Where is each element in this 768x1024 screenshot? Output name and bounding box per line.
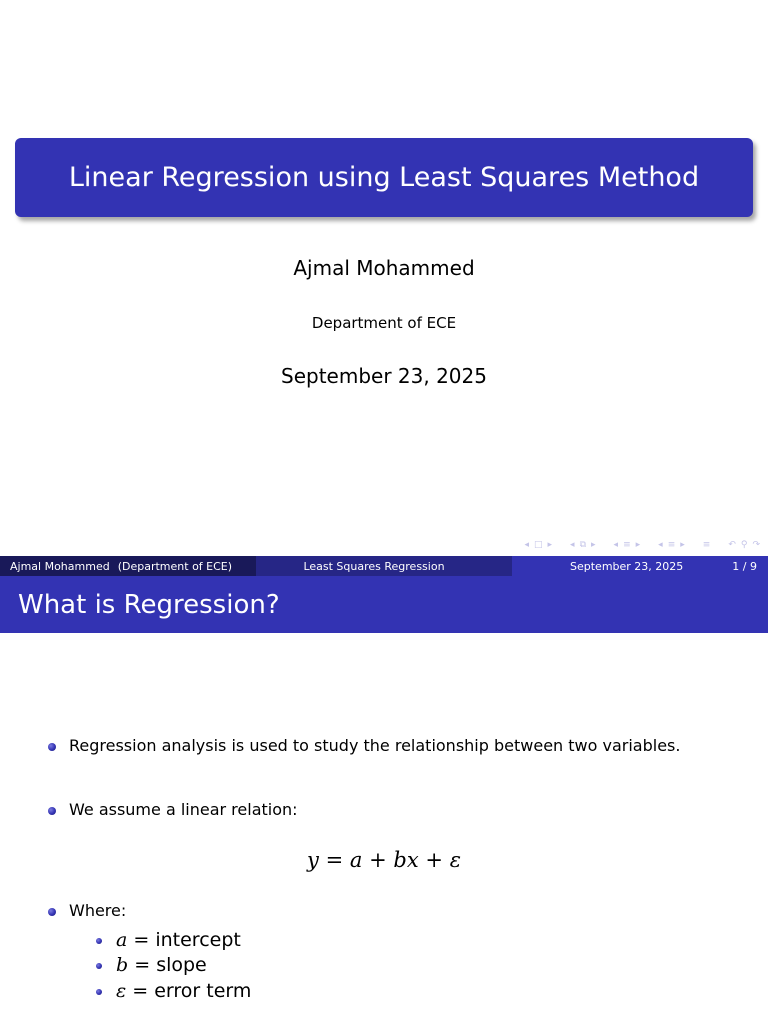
institute: Department of ECE [311,314,457,332]
frame-title-text: What is Regression? [18,589,280,620]
footer-author: Ajmal Mohammed [10,559,110,573]
presentation-date: September 23, 2025 [281,364,487,388]
presentation-title: Linear Regression using Least Squares Method [68,162,700,193]
sub-bullet-icon [96,938,102,944]
sub-text: slope [156,954,207,976]
nav-document-icon[interactable]: ≡ [667,540,676,550]
bullet-item [48,796,728,824]
nav-search-icon[interactable]: ⚲ [740,540,748,550]
sub-text: error term [154,980,252,1002]
regression-equation [0,848,768,872]
eq-epsilon: ε [449,848,461,872]
nav-prev-section-icon[interactable]: ◂ [613,540,619,550]
sub-item [96,979,496,1003]
sub-symbol: ε [116,980,127,1002]
bullet-item [48,897,728,925]
nav-prev-icon[interactable]: ◂ [524,540,529,550]
eq-equals: = [325,848,344,872]
nav-prev-subsection-icon[interactable]: ◂ [570,540,575,550]
eq-plus: + [425,848,443,872]
author-name: Ajmal Mohammed [293,256,475,280]
sub-bullet-icon [96,989,102,995]
nav-forward-icon[interactable]: ↷ [752,540,760,550]
sub-symbol: a [116,929,128,951]
nav-section-icon[interactable]: ≡ [623,540,631,550]
nav-next-document-icon[interactable]: ▸ [680,540,685,550]
sub-equals: = [132,980,149,1002]
sub-text: intercept [155,929,241,951]
footer-date: September 23, 2025 [570,559,684,573]
eq-y: y [307,848,319,872]
footer-page-number: 1 / 9 [732,559,757,573]
sub-equals: = [134,954,151,976]
bullet-icon [48,743,56,751]
sub-item [96,953,496,977]
nav-next-icon[interactable]: ▸ [547,540,553,550]
nav-next-section-icon[interactable]: ▸ [635,540,641,550]
nav-prev-document-icon[interactable]: ◂ [658,540,663,550]
bullet-icon [48,807,56,815]
bullet-text: We assume a linear relation: [69,800,298,819]
footline-title-box [256,556,512,576]
eq-bx: bx [393,848,419,872]
bullet-text: Regression analysis is used to study the relationship between two variables. [69,736,681,755]
footline-author-box [0,556,256,576]
sub-item [96,928,496,952]
footline-date-box [512,556,768,576]
eq-a: a [349,848,363,872]
title-block [15,138,753,217]
bullet-item [48,732,728,760]
nav-back-icon[interactable]: ↶ [728,540,736,550]
nav-appendix-icon[interactable]: ≡ [702,540,711,550]
nav-next-subsection-icon[interactable]: ▸ [591,540,596,550]
bullet-icon [48,908,56,916]
sub-symbol: b [116,954,129,976]
sub-bullet-icon [96,963,102,969]
frame-title [0,576,768,633]
footer-short-title: Least Squares Regression [303,559,445,573]
eq-plus: + [369,848,387,872]
content-slide [0,576,768,1024]
sub-equals: = [133,929,150,951]
bullet-text: Where: [69,901,127,920]
navigation-symbols [524,538,760,552]
nav-subsection-icon[interactable]: ⧉ [579,540,587,550]
footer-institute: (Department of ECE) [117,559,233,573]
footline [0,556,768,576]
nav-frame-icon[interactable]: □ [534,540,543,550]
